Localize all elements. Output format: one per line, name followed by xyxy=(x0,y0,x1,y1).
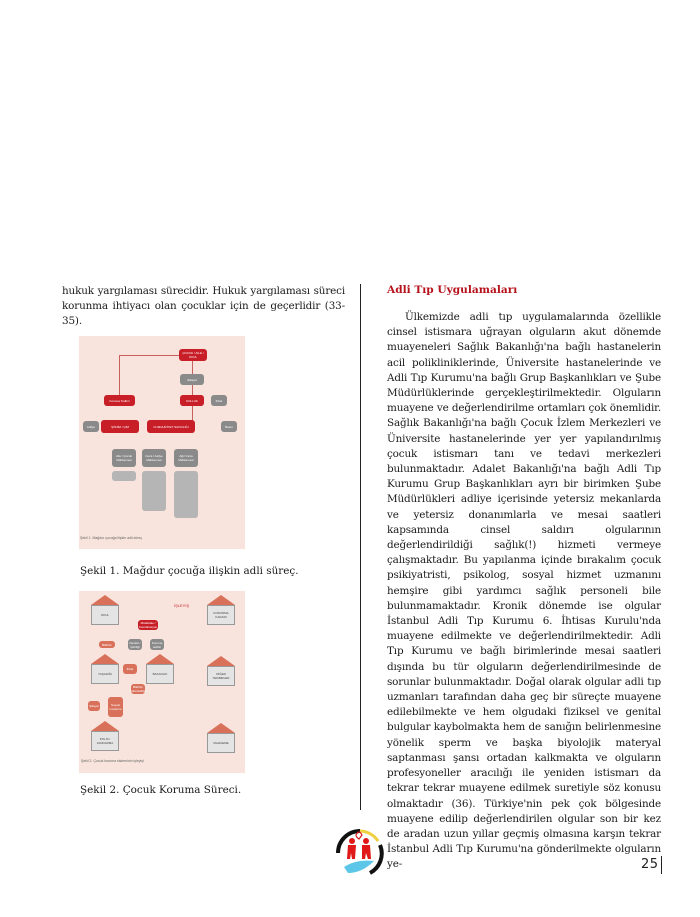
label-sikayet: Şikayet xyxy=(88,701,100,711)
node-top: ÇOCUK / AİLE / OKUL xyxy=(179,349,207,361)
label-mudahale: Müdahale / Koordinasyon xyxy=(138,621,158,629)
node-ihbar: İhbar xyxy=(211,395,227,406)
house-okul: OKUL xyxy=(91,595,119,625)
organization-logo-icon xyxy=(330,823,390,883)
figure-1-diagram xyxy=(79,336,245,549)
page-number: 25 xyxy=(641,857,659,872)
left-paragraph: hukuk yargılaması sürecidir. Hukuk yargılaması süreci korunma ihtiyacı olan çocuklar için de geçerlidir (33-35). xyxy=(62,285,345,328)
detail-court-1 xyxy=(112,471,136,481)
figure-1-caption: Şekil 1. Mağdur çocuğa ilişkin adli süreç. xyxy=(80,565,299,577)
label-koruma: Koruma tedbiri xyxy=(151,640,163,649)
house-mahkeme: MAHKEME xyxy=(207,723,235,753)
node-left-small: Adliye xyxy=(83,421,99,432)
label-ihbar: İhbar xyxy=(123,664,137,674)
page-number-bar xyxy=(661,856,662,874)
label-sosyal: Sosyal inceleme xyxy=(108,697,123,717)
node-koruma: Koruma Tedbiri xyxy=(104,395,135,406)
label-bildirim: Bildirim xyxy=(99,641,115,648)
figure-2-diagram xyxy=(79,591,245,773)
house-korunma: KORUNMA KARARI xyxy=(207,595,235,625)
node-savcilik: CUMHURİYET SAVCILIĞI xyxy=(147,420,195,433)
right-paragraph: Ülkemizde adli tıp uygulamalarında özellikle cinsel istismara uğrayan olguların akut dönemde muayeneleri Sağlık Bakanlığı'na bağlı hastanelerin acil polikliniklerinde, Üniversite hastanelerinde ve Adli Tıp Kurumu'na bağlı Grup Başkanlıkları ve Şube Müdürlüklerinde gerçekleştirilmektedir. Olguların muayene ve değerlendirilme ortamları çok önemlidir. Sağlık Bakanlığı'na bağlı Çocuk İzlem Merkezleri ve Üniversite hastanelerinde yer yer yapılandırılmış çocuk istismarı tanı ve tedavi merkezleri bulunmaktadır. Adalet Bakanlığı'na bağlı Adli Tıp Kurumu Grup Başkanlıkları ayrı bir birimken Şube Müdürlükleri adliye içerisinde yetersiz mekanlarda ve yetersiz donanımlarla ve mesai saatleri kapsamında cinsel saldırı olgularının değerlendirildiği sağlık(!) hizmeti vermeye çalışmaktadır. Bu yapılanma içinde bırakalım çocuk psikiyatristi, psikolog, sosyal hizmet uzmanını hemşire gibi yardımcı sağlık personeli bile bulunmamaktadır. Kronik dönemde ise olgular İstanbul Adli Tıp Kurumu 6. İhtisas Kurulu'nda muayene edilmekte ve değerlendirilmektedir. Adli Tıp Kurumu ve bağlı birimlerinde mesai saatleri dışında bu tür olguların değerlendirilmesinde de sorunlar bulunmaktadır. Doğal olarak olgular adli tıp uzmanları tarafından daha geç bir süreçte muayene edilebilmekte ve hem olgudaki fiziksel ve genital bulgular kaybolmakta hem de sanığın belirlenmesine yönelik sperm ve başka biyolojik materyal saptanması şansı ortadan kalkmakta ve olguların profesyoneller aracılığı ile yeniden istismarı da tekrar tekrar muayene edilmek suretiyle söz konusu olmaktadır (36). Türkiye'nin pek çok bölgesinde muayene edilip değerlendirilen olgular son bir kez de aradan uzun yıllar geçmiş olmasına karşın tekrar İstanbul Adli Tıp Kurumu'na gönderilmekte olguların ye- xyxy=(387,311,661,871)
label-destek: Destek / İşbirliği xyxy=(129,640,141,649)
figure-2-inner-caption: Şekil 2. Çocuk koruma sisteminin işleyişi xyxy=(81,759,144,763)
node-sheek: ŞÖNİM / ÇİM xyxy=(101,420,139,433)
column-divider xyxy=(360,284,361,810)
detail-court-3 xyxy=(174,471,198,518)
node-kolluk: KOLLUK xyxy=(180,395,204,406)
house-bakanlik: BAKANLIK xyxy=(146,654,174,684)
house-polis: POLİS / JANDARMA xyxy=(91,721,119,751)
figure-2-caption: Şekil 2. Çocuk Koruma Süreci. xyxy=(80,784,242,796)
node-sikayet: Şikayet xyxy=(180,374,204,385)
section-heading: Adli Tıp Uygulamaları xyxy=(387,284,518,296)
left-column xyxy=(62,284,345,330)
figure-1-inner-caption: Şekil 1. Mağdur çocuğa ilişkin adli süreç xyxy=(80,536,143,540)
house-diger: DİĞER TEDBİRLER xyxy=(207,656,235,686)
house-yasadigi: YAŞADIĞI xyxy=(91,654,119,684)
node-court-2: Ceza / Asliye Mahkemesi xyxy=(142,449,166,467)
node-court-1: Aile / Çocuk Mahkemesi xyxy=(112,449,136,467)
detail-court-2 xyxy=(142,471,166,511)
node-court-3: Ağır Ceza Mahkemesi xyxy=(174,449,198,467)
label-bildirim-yuk: Bildirim yükümlülüğü xyxy=(129,685,147,693)
figure-2-title: İŞLEYİŞ xyxy=(174,603,190,608)
node-right-small: Basın xyxy=(221,421,237,432)
right-column xyxy=(387,284,661,873)
